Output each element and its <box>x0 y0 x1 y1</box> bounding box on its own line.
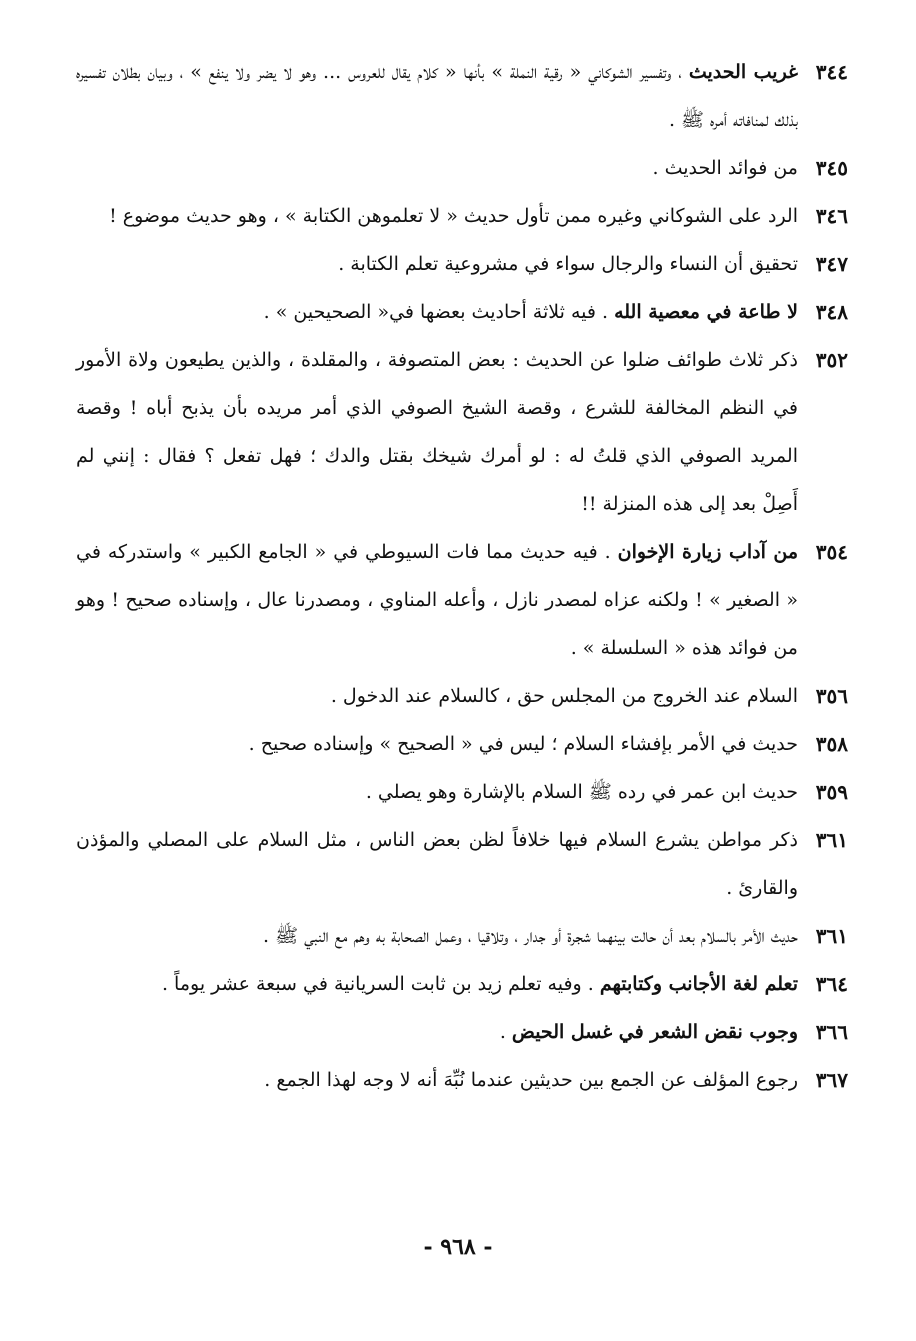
entry-description: . وفيه تعلم زيد بن ثابت السريانية في سبعة عشر يوماً . <box>161 973 600 995</box>
entry-heading: من آداب زيارة الإخوان <box>617 541 798 563</box>
entry-description: السلام عند الخروج من المجلس حق ، كالسلام عند الدخول . <box>330 685 798 707</box>
entry-description: من فوائد الحديث . <box>652 157 798 179</box>
entry-text <box>76 288 798 336</box>
entry-page-number: ٣٤٨ <box>815 300 848 324</box>
entry-description: ، وتفسير الشوكاني « رقية النملة » بأنها « كلام يقال للعروس ... وهو لا يضر ولا ينفع » ، وبيان بطلان تفسيره بذلك لمنافاته أمره ﷺ . <box>76 61 798 131</box>
entry-text <box>76 672 798 720</box>
entry-description: حديث في الأمر بإفشاء السلام ؛ ليس في « الصحيح » وإسناده صحيح . <box>248 733 798 755</box>
entry-page-number: ٣٤٦ <box>815 204 848 228</box>
entry-page-number: ٣٥٦ <box>815 684 848 708</box>
index-entry <box>76 768 848 816</box>
entry-text <box>76 1056 798 1104</box>
entry-description: . فيه ثلاثة أحاديث بعضها في« الصحيحين » . <box>263 301 615 323</box>
index-entry <box>76 528 848 672</box>
entry-text <box>76 336 798 528</box>
index-page <box>76 48 848 1104</box>
entry-text <box>76 960 798 1008</box>
entry-description: . فيه حديث مما فات السيوطي في « الجامع الكبير » واستدركه في « الصغير » ! ولكنه عزاه لمصدر نازل ، وأعله المناوي ، ومصدرنا عال ، وإسناده صحيح ! وهو من فوائد هذه « السلسلة » . <box>76 541 798 659</box>
index-entry <box>76 240 848 288</box>
index-entry <box>76 672 848 720</box>
entry-page-number: ٣٥٩ <box>815 780 848 804</box>
index-entry <box>76 48 848 144</box>
entry-text <box>76 240 798 288</box>
entry-description: ذكر مواطن يشرع السلام فيها خلافاً لظن بعض الناس ، مثل السلام على المصلي والمؤذن والقارئ . <box>76 829 798 899</box>
entry-page-number: ٣٤٧ <box>815 252 848 276</box>
index-entry <box>76 192 848 240</box>
entry-description: رجوع المؤلف عن الجمع بين حديثين عندما نُبِّهَ أنه لا وجه لهذا الجمع . <box>264 1069 798 1091</box>
entry-heading: لا طاعة في معصية الله <box>614 301 798 323</box>
entry-text <box>76 192 798 240</box>
entry-text <box>76 816 798 912</box>
entry-text <box>76 768 798 816</box>
entry-page-number: ٣٦٧ <box>815 1068 848 1092</box>
entry-page-number: ٣٥٨ <box>815 732 848 756</box>
page-number: - ٩٦٨ - <box>423 1234 493 1260</box>
index-entry <box>76 720 848 768</box>
entry-text <box>76 1008 798 1056</box>
index-entry <box>76 960 848 1008</box>
entry-heading: وجوب نقض الشعر في غسل الحيض <box>511 1021 798 1043</box>
entry-description: الرد على الشوكاني وغيره ممن تأول حديث « لا تعلموهن الكتابة » ، وهو حديث موضوع ! <box>109 205 798 227</box>
entry-text <box>76 528 798 672</box>
index-entry <box>76 1056 848 1104</box>
entry-description: . <box>499 1021 512 1043</box>
entry-text <box>76 912 798 960</box>
index-entry <box>76 336 848 528</box>
entry-page-number: ٣٦٦ <box>815 1020 848 1044</box>
entry-page-number: ٣٦١ <box>815 924 848 948</box>
index-entry <box>76 912 848 960</box>
entry-page-number: ٣٤٤ <box>815 60 848 84</box>
entry-page-number: ٣٤٥ <box>815 156 848 180</box>
entry-heading: تعلم لغة الأجانب وكتابتهم <box>599 973 798 995</box>
entry-description: ذكر ثلاث طوائف ضلوا عن الحديث : بعض المتصوفة ، والمقلدة ، والذين يطيعون ولاة الأمور في النظم المخالفة للشرع ، وقصة الشيخ الصوفي الذي أمر مريده بأن يذبح أباه ! وقصة المريد الصوفي الذي قلتُ له : لو أمرك شيخك بقتل والدك ؛ فهل تفعل ؟ فقال : إنني لم أَصِلْ بعد إلى هذه المنزلة !! <box>76 349 798 515</box>
entry-page-number: ٣٦١ <box>815 828 848 852</box>
index-entry <box>76 144 848 192</box>
entry-text <box>76 144 798 192</box>
entry-page-number: ٣٥٢ <box>815 348 848 372</box>
entry-description: حديث ابن عمر في رده ﷺ السلام بالإشارة وهو يصلي . <box>365 781 798 803</box>
entry-page-number: ٣٦٤ <box>815 972 848 996</box>
index-entry <box>76 816 848 912</box>
entry-heading: غريب الحديث <box>688 61 798 83</box>
entry-text <box>76 48 798 144</box>
entry-page-number: ٣٥٤ <box>815 540 848 564</box>
entry-text <box>76 720 798 768</box>
entry-description: حديث الأمر بالسلام بعد أن حالت بينهما شجرة أو جدار ، وتلاقيا ، وعمل الصحابة به وهم مع النبي ﷺ . <box>263 925 798 947</box>
index-entry <box>76 1008 848 1056</box>
entry-description: تحقيق أن النساء والرجال سواء في مشروعية تعلم الكتابة . <box>338 253 798 275</box>
index-entry <box>76 288 848 336</box>
